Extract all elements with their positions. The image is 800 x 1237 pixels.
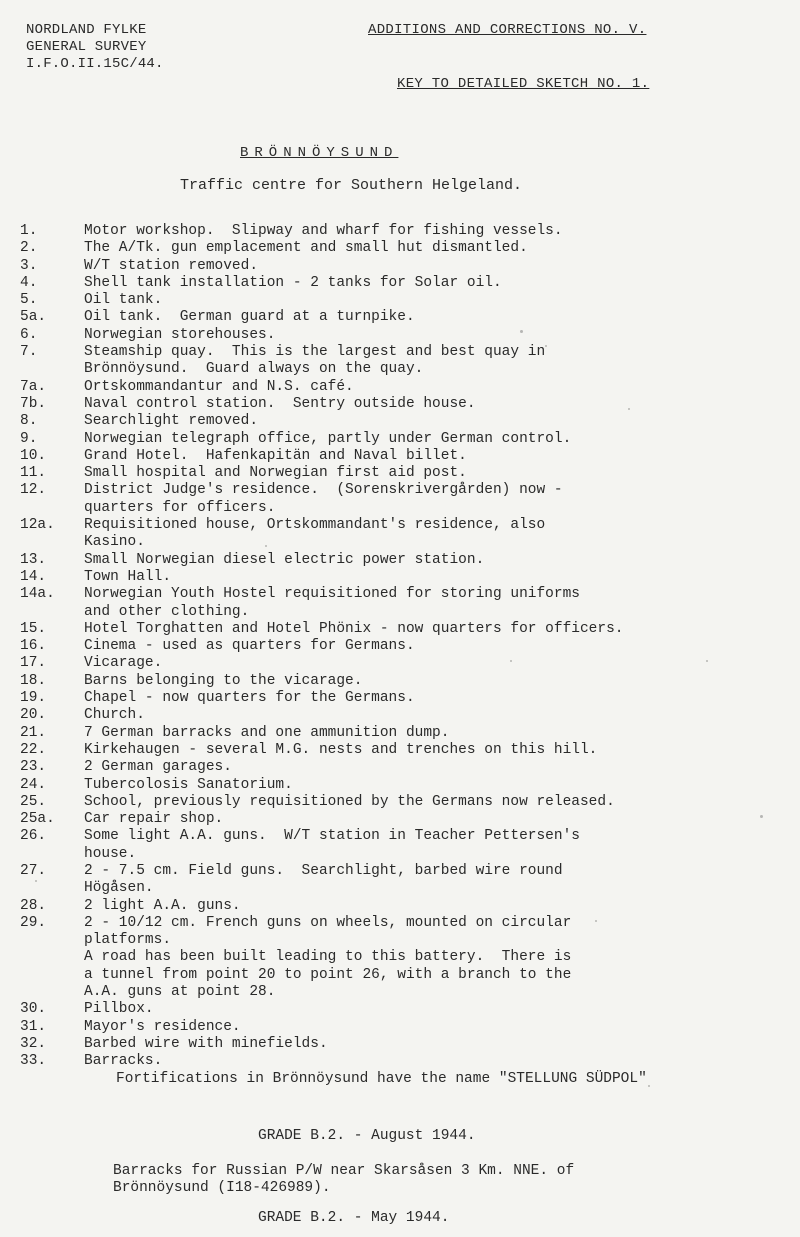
list-item <box>20 898 780 915</box>
item-number: 28. <box>20 897 47 914</box>
item-text: 2 - 10/12 cm. French guns on wheels, mounted on circular platforms. <box>84 914 572 949</box>
item-number: 23. <box>20 759 47 776</box>
item-number: 2. <box>20 240 38 257</box>
list-item <box>20 673 780 690</box>
item-number: 15. <box>20 620 47 637</box>
list-item <box>20 309 780 326</box>
list-item <box>20 863 780 898</box>
list-item <box>20 586 780 621</box>
item-number: 18. <box>20 672 47 689</box>
item-number: 7b. <box>20 395 47 412</box>
item-text: Norwegian storehouses. <box>84 326 276 343</box>
list-item <box>20 621 780 638</box>
list-item <box>20 655 780 672</box>
list-item <box>20 1001 780 1018</box>
item-text: 2 - 7.5 cm. Field guns. Searchlight, barbed wire round Högåsen. <box>84 862 563 897</box>
item-text: Cinema - used as quarters for Germans. <box>84 638 415 655</box>
item-number: 8. <box>20 413 38 430</box>
item-text: 2 light A.A. guns. <box>84 897 241 914</box>
list-item <box>20 223 780 240</box>
item-number: 25. <box>20 793 47 810</box>
item-number: 14. <box>20 568 47 585</box>
item-text: Barbed wire with minefields. <box>84 1035 328 1052</box>
item-text: Grand Hotel. Hafenkapitän and Naval billet. <box>84 447 467 464</box>
item-text: School, previously requisitioned by the Germans now released. <box>84 793 615 810</box>
item-text: Some light A.A. guns. W/T station in Teacher Pettersen's house. <box>84 828 580 862</box>
item-text: Hotel Torghatten and Hotel Phönix - now quarters for officers. <box>84 620 624 637</box>
header-left-block <box>26 22 164 73</box>
scan-speck <box>545 345 547 347</box>
grade-august: GRADE B.2. - August 1944. <box>258 1128 476 1144</box>
scan-speck <box>35 880 37 882</box>
list-item <box>20 777 780 794</box>
item-text: Church. <box>84 707 145 724</box>
item-text: Oil tank. <box>84 292 163 309</box>
list-item <box>20 258 780 275</box>
item-text: Steamship quay. This is the largest and best quay in Brönnöysund. Guard always on the quay. <box>84 344 546 378</box>
list-item <box>20 379 780 396</box>
item-text: Pillbox. <box>84 1001 154 1018</box>
list-item <box>20 1053 780 1070</box>
list-item <box>20 638 780 655</box>
item-number: 12. <box>20 482 47 499</box>
item-number: 33. <box>20 1053 47 1070</box>
item-text: District Judge's residence. (Sorenskrivergården) now - quarters for officers. <box>84 482 563 516</box>
item-text: Vicarage. <box>84 655 163 672</box>
item-text: Oil tank. German guard at a turnpike. <box>84 309 415 326</box>
item-number: 11. <box>20 465 47 482</box>
header-line-1: NORDLAND FYLKE <box>26 22 147 38</box>
item-number: 21. <box>20 724 47 741</box>
item-text: The A/Tk. gun emplacement and small hut dismantled. <box>84 240 528 257</box>
item-text: W/T station removed. <box>84 257 259 274</box>
scan-speck <box>760 815 763 818</box>
item-text: Chapel - now quarters for the Germans. <box>84 690 415 707</box>
header-line-2: GENERAL SURVEY <box>26 39 147 55</box>
list-item <box>20 396 780 413</box>
item-text: Small hospital and Norwegian first aid post. <box>84 465 467 482</box>
item-text: Norwegian Youth Hostel requisitioned for storing uniforms and other clothing. <box>84 586 580 620</box>
item-number: 17. <box>20 655 47 672</box>
item-number: 19. <box>20 690 47 707</box>
list-item <box>20 552 780 569</box>
item-number: 25a. <box>20 811 55 828</box>
list-item <box>20 275 780 292</box>
item-number: 13. <box>20 551 47 568</box>
scan-speck <box>628 408 630 410</box>
list-item <box>20 517 780 552</box>
scan-speck <box>706 660 708 662</box>
list-item <box>20 413 780 430</box>
scan-speck <box>520 330 523 333</box>
header-right-title: ADDITIONS AND CORRECTIONS NO. V. <box>368 22 647 38</box>
barracks-note: Barracks for Russian P/W near Skarsåsen 3 Km. NNE. of Brönnöysund (I18-426989). <box>113 1163 575 1197</box>
item-text: Requisitioned house, Ortskommandant's residence, also Kasino. <box>84 517 546 551</box>
list-item <box>20 915 780 950</box>
item-number: 24. <box>20 776 47 793</box>
list-item <box>20 794 780 811</box>
list-item <box>20 292 780 309</box>
fortifications-note: Fortifications in Brönnöysund have the name "STELLUNG SÜDPOL" <box>116 1070 647 1087</box>
place-title: BRÖNNÖYSUND <box>240 145 399 161</box>
key-title: KEY TO DETAILED SKETCH NO. 1. <box>397 76 650 92</box>
item-text: Small Norwegian diesel electric power station. <box>84 551 485 568</box>
item-number: 32. <box>20 1035 47 1052</box>
list-item <box>20 759 780 776</box>
list-item <box>20 327 780 344</box>
grade-may: GRADE B.2. - May 1944. <box>258 1210 450 1226</box>
item-text: Shell tank installation - 2 tanks for Solar oil. <box>84 274 502 291</box>
item-number: 31. <box>20 1018 47 1035</box>
item-text: Ortskommandantur and N.S. café. <box>84 378 354 395</box>
item-number: 16. <box>20 638 47 655</box>
item-text: Barns belonging to the vicarage. <box>84 672 363 689</box>
list-item <box>20 448 780 465</box>
list-item <box>20 828 780 863</box>
note-29: A road has been built leading to this battery. There is a tunnel from point 20 to point 26, with a branch to the A.A. guns at point 28. <box>84 949 572 1001</box>
item-text: Searchlight removed. <box>84 413 259 430</box>
list-item <box>20 1019 780 1036</box>
item-text: Naval control station. Sentry outside house. <box>84 395 476 412</box>
list-item <box>20 707 780 724</box>
item-number: 20. <box>20 707 47 724</box>
list-item <box>20 240 780 257</box>
item-number: 14a. <box>20 586 55 603</box>
item-number: 1. <box>20 223 38 239</box>
item-text: Norwegian telegraph office, partly under German control. <box>84 430 572 447</box>
scan-speck <box>265 545 267 547</box>
subtitle: Traffic centre for Southern Helgeland. <box>180 177 523 194</box>
item-number: 30. <box>20 1001 47 1018</box>
item-number: 4. <box>20 274 38 291</box>
list-item <box>20 1036 780 1053</box>
scan-speck <box>648 1085 650 1087</box>
item-number: 9. <box>20 430 38 447</box>
item-number: 6. <box>20 326 38 343</box>
scan-speck <box>595 920 597 922</box>
list-item <box>20 690 780 707</box>
list-item <box>20 742 780 759</box>
item-number: 7a. <box>20 378 47 395</box>
item-text: Town Hall. <box>84 568 172 585</box>
item-list <box>20 223 780 1088</box>
item-text: Car repair shop. <box>84 811 224 828</box>
list-item <box>20 344 780 379</box>
list-item <box>20 725 780 742</box>
list-item <box>20 431 780 448</box>
list-item <box>20 811 780 828</box>
item-number: 5. <box>20 292 38 309</box>
header-line-3: I.F.O.II.15C/44. <box>26 56 164 72</box>
item-number: 12a. <box>20 517 55 534</box>
item-text: Tubercolosis Sanatorium. <box>84 776 293 793</box>
item-number: 5a. <box>20 309 47 326</box>
list-item <box>20 569 780 586</box>
list-item <box>20 465 780 482</box>
list-item <box>20 482 780 517</box>
item-text: Barracks. <box>84 1053 163 1070</box>
item-number: 10. <box>20 447 47 464</box>
item-number: 29. <box>20 914 47 931</box>
item-text: 7 German barracks and one ammunition dump. <box>84 724 450 741</box>
item-text: 2 German garages. <box>84 759 232 776</box>
item-number: 22. <box>20 741 47 758</box>
item-text: Motor workshop. Slipway and wharf for fishing vessels. <box>84 223 563 239</box>
item-text: Mayor's residence. <box>84 1018 241 1035</box>
scan-speck <box>510 660 512 662</box>
item-text: Kirkehaugen - several M.G. nests and trenches on this hill. <box>84 741 598 758</box>
item-number: 7. <box>20 344 38 361</box>
item-number: 3. <box>20 257 38 274</box>
item-number: 26. <box>20 828 47 845</box>
item-number: 27. <box>20 862 47 879</box>
